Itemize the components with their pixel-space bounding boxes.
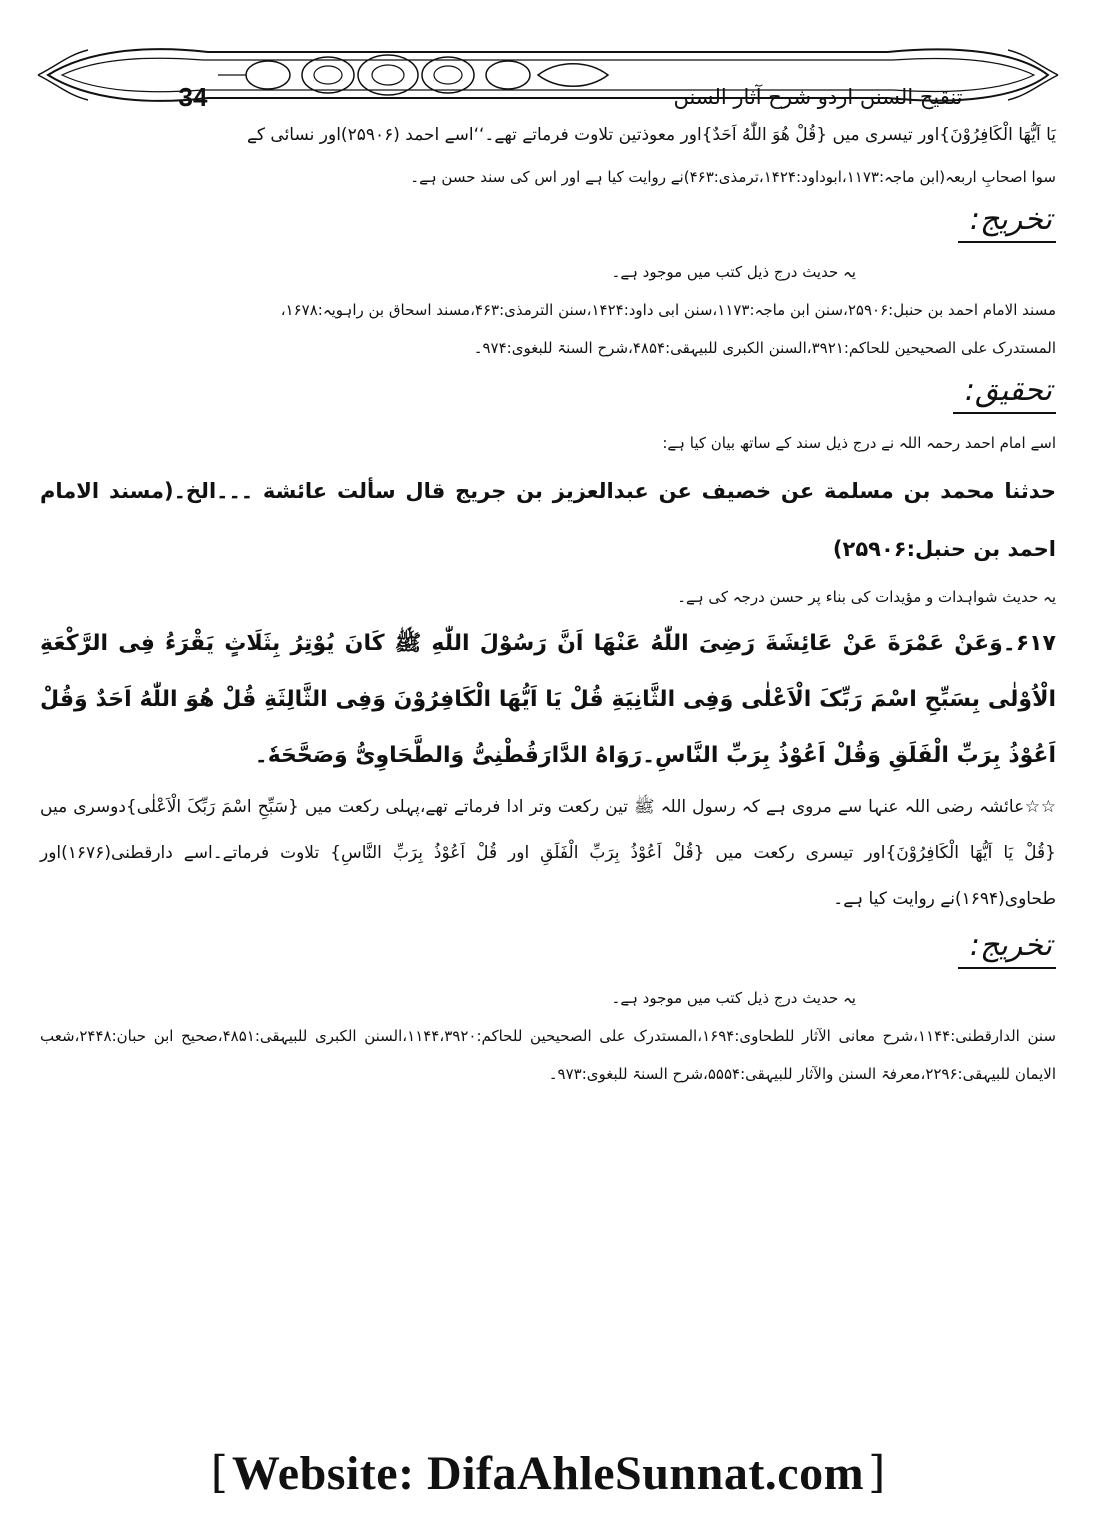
text-paragraph: یہ حدیث شواہدات و مؤیدات کی بناء پر حسن درجہ کی ہے۔ (677, 588, 1056, 606)
text-paragraph: اسے امام احمد رحمہ اللہ نے درج ذیل سند کے ساتھ بیان کیا ہے: (662, 434, 1056, 452)
website-link[interactable]: Website: DifaAhleSunnat.com (231, 1447, 865, 1500)
section-heading-tahqiq: تحقیق: (40, 373, 1056, 414)
section-heading-takhrij: تخریج: (40, 928, 1056, 969)
text-paragraph: سوا اصحابِ اربعہ(ابن ماجہ:۱۱۷۳،ابوداود:۱۴۲۴،ترمذی:۴۶۳)نے روایت کیا ہے اور اس کی سند حسن ہے۔ (410, 168, 1056, 186)
right-bracket: ] (868, 1447, 886, 1498)
hadith-arabic-text: ۶۱۷۔وَعَنْ عَمْرَةَ عَنْ عَائِشَةَ رَضِیَ اللّٰهُ عَنْهَا اَنَّ رَسُوْلَ اللّٰهِ ﷺ کَانَ یُوْتِرُ بِثَلَاثٍ یَقْرَءُ فِی الرَّکْعَةِ الْاُوْلٰی بِسَبِّحِ اسْمَ رَبِّکَ الْاَعْلٰی وَفِی الثَّانِیَةِ قُلْ یَا اَیُّهَا الْکَافِرُوْنَ وَفِی الثَّالِثَةِ قُلْ هُوَ اللّٰهُ اَحَدٌ وَقُلْ اَعُوْذُ بِرَبِّ الْفَلَقِ وَقُلْ اَعُوْذُ بِرَبِّ النَّاسِ۔رَوَاهُ الدَّارَقُطْنِیُّ وَالطَّحَاوِیُّ وَصَحَّحَهٗ۔ (40, 631, 1056, 768)
header-ornament (28, 30, 1068, 120)
running-title: تنقیح السنن اردو شرح آثار السنن (673, 85, 963, 109)
text-paragraph: یہ حدیث درج ذیل کتب میں موجود ہے۔ (611, 989, 856, 1007)
left-bracket: [ (210, 1447, 228, 1498)
text-paragraph: یَا اَیُّهَا الْکَافِرُوْنَ}اور تیسری میں {قُلْ هُوَ اللّٰهُ اَحَدٌ}اور معوذتین تلاوت فرماتے تھے۔‘‘اسے احمد (۲۵۹۰۶)اور نسائی کے (246, 125, 1056, 145)
reference-list: مسند الامام احمد بن حنبل:۲۵۹۰۶،سنن ابن ماجہ:۱۱۷۳،سنن ابی داود:۱۴۲۴،سنن الترمذی:۴۶۳،مسند اسحاق بن راہویہ:۱۶۷۸، (280, 301, 1056, 319)
hadith-translation: ☆☆عائشہ رضی اللہ عنہا سے مروی ہے کہ رسول اللہ ﷺ تین رکعت وتر ادا فرماتے تھے،پہلی رکعت میں {سَبِّحِ اسْمَ رَبِّکَ الْاَعْلٰی}دوسری میں {قُلْ یَا اَیُّهَا الْکَافِرُوْنَ}اور تیسری رکعت میں {قُلْ اَعُوْذُ بِرَبِّ الْفَلَقِ اور قُلْ اَعُوْذُ بِرَبِّ النَّاسِ} تلاوت فرماتے۔اسے دارقطنی(۱۶۷۶)اور طحاوی(۱۶۹۴)نے روایت کیا ہے۔ (40, 797, 1056, 909)
reference-list: سنن الدارقطنی:۱۱۴۴،شرح معانی الآثار للطحاوی:۱۶۹۴،المستدرک علی الصحیحین للحاکم:۱۱۴۴،۳۹۲۰،السنن الکبری للبیہقی:۴۸۵۱،صحیح ابن حبان:۲۴۴۸،شعب الایمان للبیہقی:۲۲۹۶،معرفۃ السنن والآثار للبیہقی:۵۵۵۴،شرح السنۃ للبغوی:۹۷۳۔ (40, 1027, 1056, 1083)
reference-list: المستدرک علی الصحیحین للحاکم:۳۹۲۱،السنن الکبری للبیہقی:۴۸۵۴،شرح السنۃ للبغوی:۹۷۴۔ (473, 339, 1056, 357)
page-number: 34 (178, 82, 208, 112)
website-footer (0, 1446, 1096, 1501)
page-body (40, 112, 1056, 1093)
section-heading-takhrij: تخریج: (40, 202, 1056, 243)
isnad-text: حدثنا محمد بن مسلمة عن خصيف عن عبدالعزيز بن جريج قال سألت عائشة ۔۔۔الخ۔(مسند الامام احمد بن حنبل:۲۵۹۰۶) (40, 479, 1056, 561)
text-paragraph: یہ حدیث درج ذیل کتب میں موجود ہے۔ (611, 263, 856, 281)
